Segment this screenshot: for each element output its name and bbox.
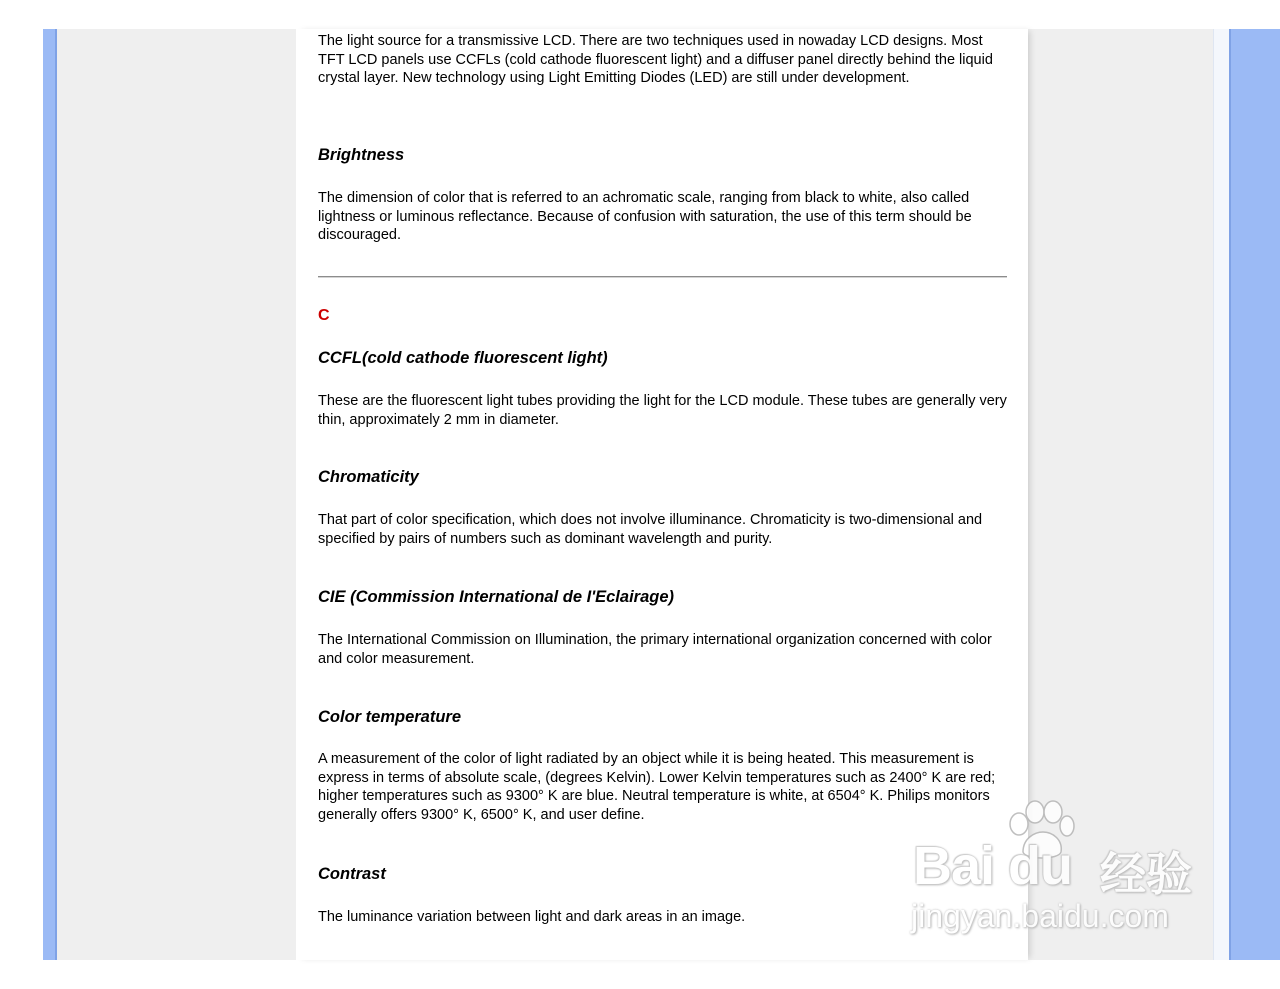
right-blue-border xyxy=(1231,29,1280,960)
ccfl-description: These are the fluorescent light tubes providing the light for the LCD module. These tubes are generally very thin, approximately 2 mm in diameter. xyxy=(318,393,1007,428)
term-chromaticity: Chromaticity xyxy=(318,468,419,486)
backlight-description: The light source for a transmissive LCD. There are two techniques used in nowaday LCD designs. Most TFT LCD panels use CCFLs (cold cathode fluorescent light) and a diffuser panel directly behind the liquid crystal layer. New technology using Light Emitting Diodes (LED) are still under development. xyxy=(318,33,993,87)
watermark-chinese: 经验 xyxy=(1100,848,1192,900)
term-color-temperature: Color temperature xyxy=(318,708,462,726)
watermark-url: jingyan.baidu.com xyxy=(911,898,1169,934)
brightness-description: The dimension of color that is referred to an achromatic scale, ranging from black to white, also called lightness or luminous reflectance. Because of confusion with saturation, the use of this term should be discouraged. xyxy=(318,190,972,244)
term-contrast: Contrast xyxy=(318,865,386,883)
baidu-jingyan-watermark xyxy=(905,800,1205,940)
chromaticity-description: That part of color specification, which does not involve illuminance. Chromaticity is two-dimensional and specified by pairs of numbers such as dominant wavelength and purity. xyxy=(318,512,983,547)
right-light-strip xyxy=(1213,29,1229,960)
watermark-brand: Bai du xyxy=(913,836,1073,896)
term-brightness: Brightness xyxy=(318,146,405,164)
section-letter-c: C xyxy=(318,307,330,324)
term-ccfl: CCFL(cold cathode fluorescent light) xyxy=(318,349,608,367)
section-divider xyxy=(318,276,1007,278)
contrast-description: The luminance variation between light and dark areas in an image. xyxy=(318,909,746,925)
term-cie: CIE (Commission International de I'Eclairage) xyxy=(318,588,674,606)
left-border-edge xyxy=(55,29,57,960)
cie-description: The International Commission on Illumination, the primary international organization concerned with color and color measurement. xyxy=(318,632,992,667)
color-temperature-description: A measurement of the color of light radiated by an object while it is being heated. This measurement is express in terms of absolute scale, (degrees Kelvin). Lower Kelvin temperatures such as 2400° K are red; higher temperatures such as 9300° K are blue. Neutral temperature is white, at 6504° K. Philips monitors generally offers 9300° K, 6500° K, and user define. xyxy=(318,751,996,824)
